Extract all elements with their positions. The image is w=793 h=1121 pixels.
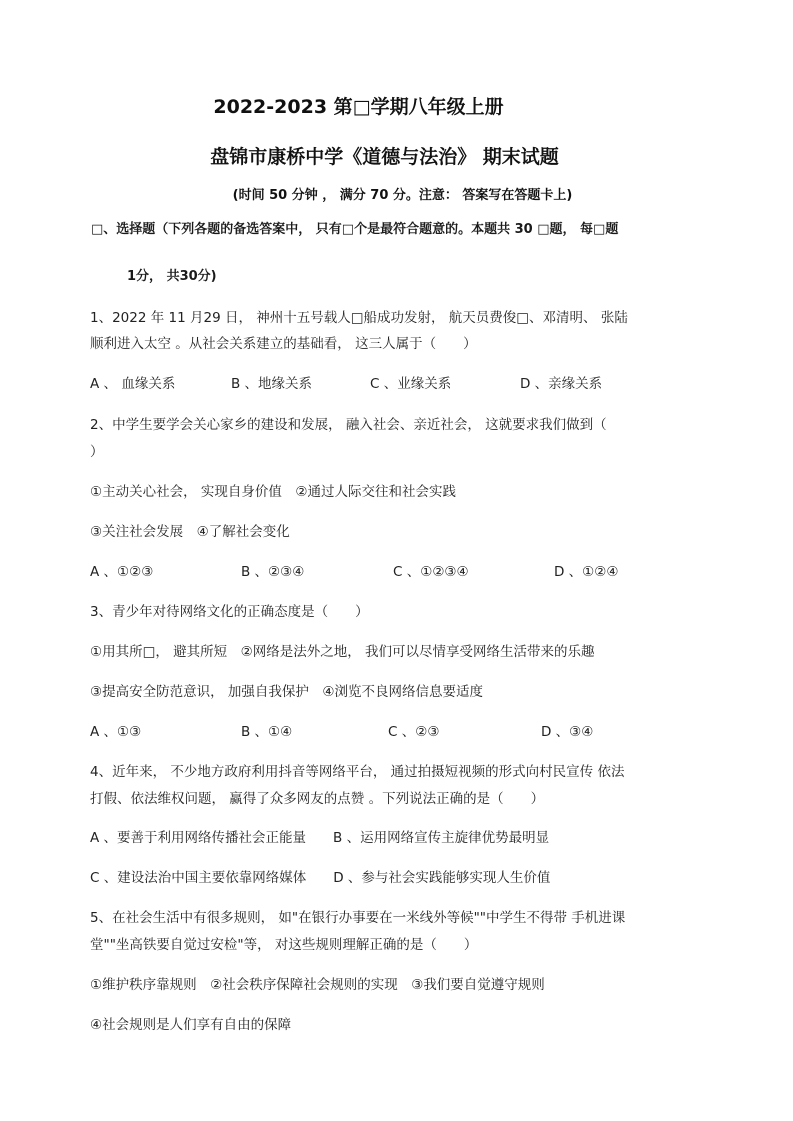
question-2-item-line-1: ①主动关心社会， 实现自身价值 ②通过人际交往和社会实践: [90, 484, 456, 500]
question-5-stem-line-1: 5、在社会生活中有很多规则， 如"在银行办事要在一米线外等候""中学生不得带 手机进课: [90, 910, 626, 926]
section-heading-continued: 1分， 共30分): [127, 269, 217, 284]
question-1-option-d[interactable]: D 、亲缘关系: [520, 376, 603, 392]
question-4-stem-line-2: 打假、依法维权问题， 赢得了众多网友的点赞 。下列说法正确的是（ ）: [90, 791, 545, 807]
section-heading: □、选择题（下列各题的备选答案中， 只有□个是最符合题意的。本题共 30 □题， 每□题: [91, 222, 619, 237]
question-1-option-c[interactable]: C 、业缘关系: [370, 376, 452, 392]
question-1-option-b[interactable]: B 、地缘关系: [231, 376, 313, 392]
question-3-option-b[interactable]: B 、①④: [241, 724, 293, 740]
question-4-options-line-1[interactable]: A 、要善于利用网络传播社会正能量 B 、运用网络宣传主旋律优势最明显: [90, 830, 550, 846]
exam-info: (时间 50 分钟 ， 满分 70 分。注意： 答案写在答题卡上): [232, 188, 573, 203]
question-5-item-line-1: ①维护秩序靠规则 ②社会秩序保障社会规则的实现 ③我们要自觉遵守规则: [90, 977, 545, 993]
question-1-option-a[interactable]: A 、 血缘关系: [90, 376, 176, 392]
question-1-stem-line-2: 顺利进入太空 。从社会关系建立的基础看， 这三人属于（ ）: [90, 336, 477, 352]
question-2-option-c[interactable]: C 、①②③④: [393, 564, 469, 580]
question-5-item-line-2: ④社会规则是人们享有自由的保障: [90, 1017, 292, 1033]
question-1-stem-line-1: 1、2022 年 11 月29 日， 神州十五号载人□船成功发射， 航天员费俊□、邓清明、 张陆: [90, 310, 628, 326]
question-3-option-a[interactable]: A 、①③: [90, 724, 142, 740]
question-2-option-d[interactable]: D 、①②④: [554, 564, 619, 580]
question-3-item-line-1: ①用其所□， 避其所短 ②网络是法外之地， 我们可以尽情享受网络生活带来的乐趣: [90, 644, 595, 660]
question-3-option-d[interactable]: D 、③④: [541, 724, 594, 740]
question-3-stem-line-1: 3、青少年对待网络文化的正确态度是（ ）: [90, 604, 369, 620]
question-2-stem-line-2: ）: [90, 444, 104, 460]
question-4-options-line-2[interactable]: C 、建设法治中国主要依靠网络媒体 D 、参与社会实践能够实现人生价值: [90, 870, 551, 886]
question-4-stem-line-1: 4、近年来， 不少地方政府利用抖音等网络平台， 通过拍摄短视频的形式向村民宣传 依法: [90, 764, 625, 780]
question-2-item-line-2: ③关注社会发展 ④了解社会变化: [90, 524, 290, 540]
question-3-item-line-2: ③提高安全防范意识， 加强自我保护 ④浏览不良网络信息要适度: [90, 684, 483, 700]
exam-title-line2: 盘锦市康桥中学《道德与法治》 期末试题: [210, 146, 559, 168]
exam-title-line1: 2022-2023 第□学期八年级上册: [213, 96, 504, 118]
question-5-stem-line-2: 堂""坐高铁要自觉过安检"等， 对这些规则理解正确的是（ ）: [90, 937, 478, 953]
question-2-option-a[interactable]: A 、①②③: [90, 564, 154, 580]
question-2-stem-line-1: 2、中学生要学会关心家乡的建设和发展， 融入社会、亲近社会， 这就要求我们做到（: [90, 417, 607, 433]
question-3-option-c[interactable]: C 、②③: [388, 724, 440, 740]
question-2-option-b[interactable]: B 、②③④: [241, 564, 305, 580]
